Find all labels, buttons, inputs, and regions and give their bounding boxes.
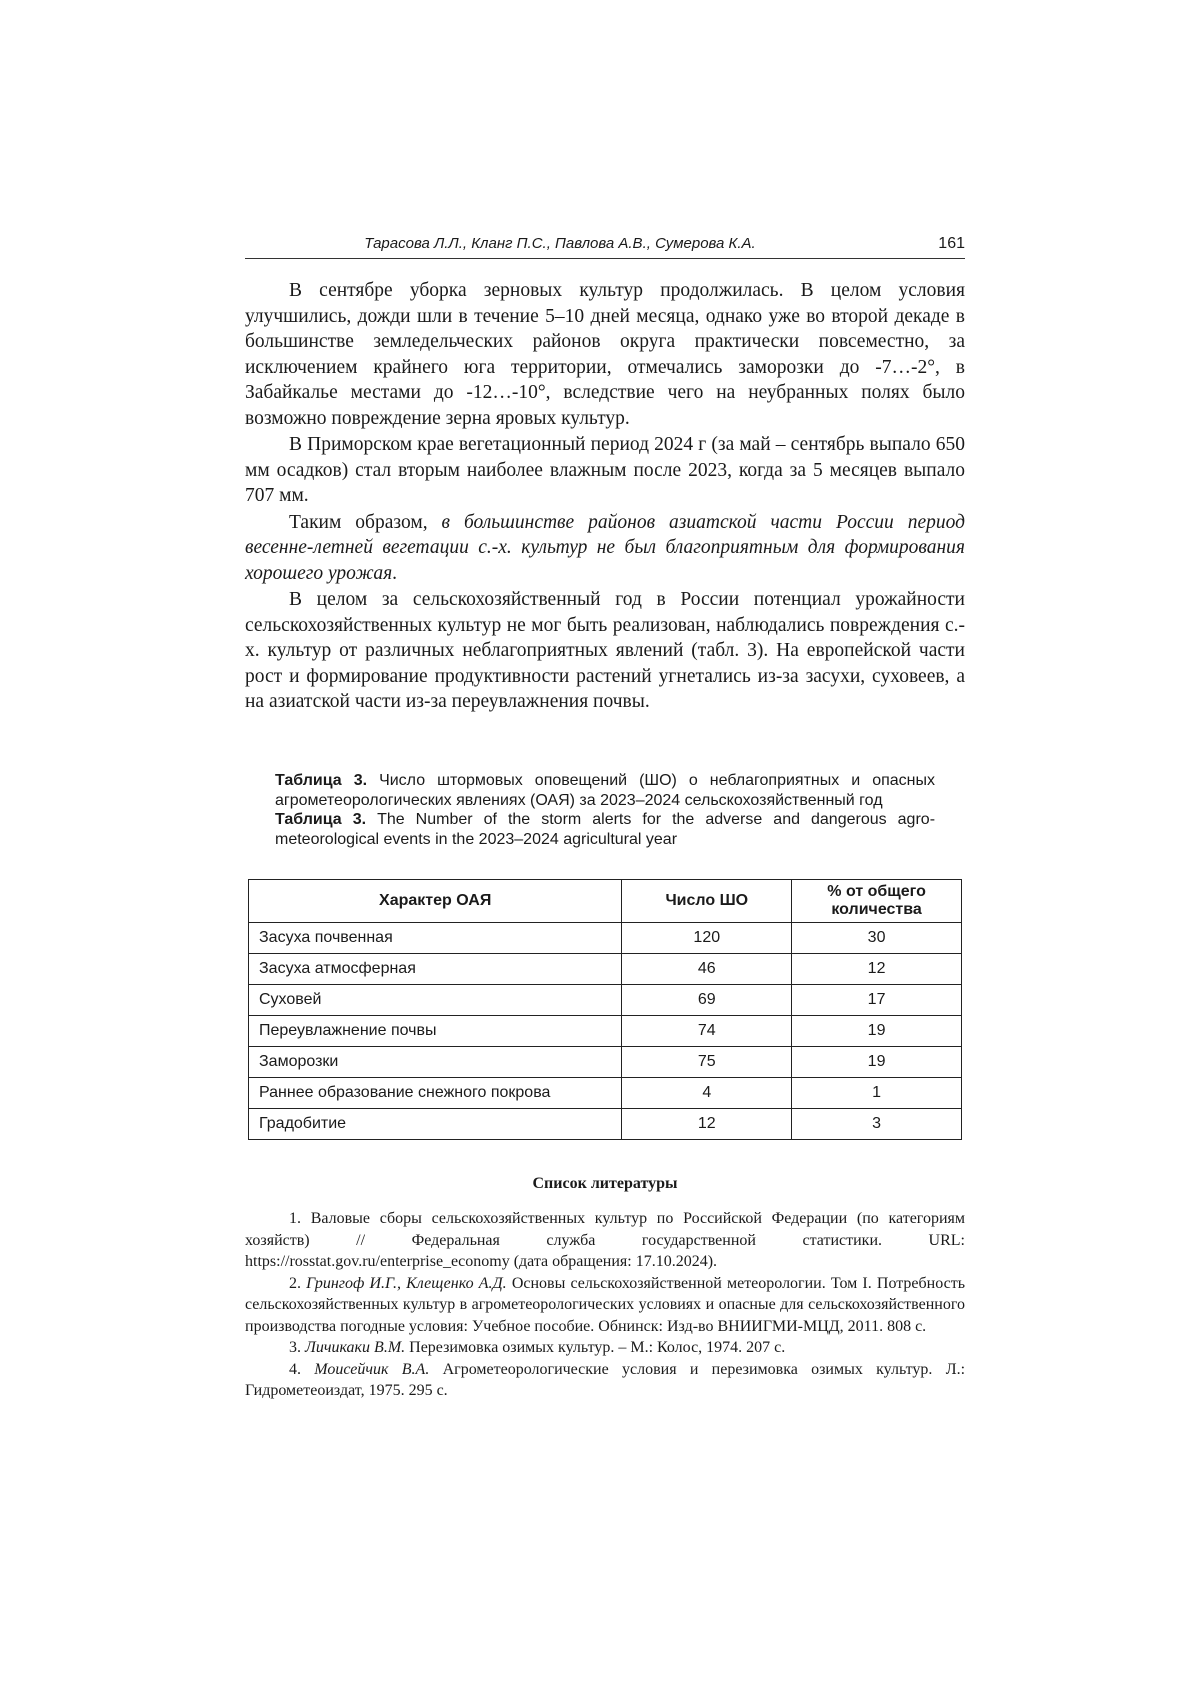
paragraph-3-emphasis: в большинстве районов азиатской части России период весенне-летней вегетации с.-х. культур не был благоприятным для формирования хорошего урожая: [245, 511, 965, 584]
cell-event: Суховей: [249, 985, 622, 1016]
table-header-row: [249, 880, 962, 923]
table-row: [249, 1016, 962, 1047]
column-header-percent: % от общего количества: [792, 880, 962, 923]
cell-percent: 12: [792, 954, 962, 985]
table-caption: [275, 771, 935, 849]
cell-count: 120: [622, 923, 792, 954]
table-row: [249, 1109, 962, 1140]
cell-count: 4: [622, 1078, 792, 1109]
reference-item: 1. Валовые сборы сельскохозяйственных культур по Российской Федерации (по категориям хозяйств) // Федеральная служба государственной статистики. URL: https://rosstat.gov.ru/enterprise_economy (дата обращения: 17.10.2024).: [245, 1210, 965, 1270]
cell-percent: 19: [792, 1047, 962, 1078]
cell-percent: 30: [792, 923, 962, 954]
column-header-count: Число ШО: [622, 880, 792, 923]
cell-event: Засуха почвенная: [249, 923, 622, 954]
paragraph-3-lead: Таким образом,: [289, 511, 442, 533]
reference-authors: Моисейчик В.А.: [314, 1360, 430, 1378]
references-title: Список литературы: [532, 1175, 678, 1192]
table-caption-ru-label: Таблица 3.: [275, 772, 368, 789]
paragraph-3: [245, 510, 965, 587]
table-caption-en-text: The Number of the storm alerts for the adverse and dangerous agrometeorological events in the 2023–2024 agricultural year: [275, 811, 936, 848]
reference-number: 2.: [289, 1274, 307, 1292]
page-number: 161: [938, 235, 965, 252]
table-caption-en-label: Таблица 3.: [275, 811, 367, 828]
reference-item: [245, 1273, 965, 1338]
cell-count: 46: [622, 954, 792, 985]
cell-percent: 3: [792, 1109, 962, 1140]
reference-number: 3.: [289, 1339, 305, 1356]
article-body: [245, 278, 965, 715]
cell-count: 69: [622, 985, 792, 1016]
reference-text: Агрометеорологические условия и перезимовка озимых культур. Л.: Гидрометеоиздат, 1975. 295 с.: [245, 1360, 966, 1399]
table-caption-ru: [275, 771, 935, 810]
table-row: [249, 923, 962, 954]
cell-percent: 17: [792, 985, 962, 1016]
reference-authors: Грингоф И.Г., Клещенко А.Д.: [306, 1274, 507, 1292]
cell-event: Раннее образование снежного покрова: [249, 1078, 622, 1109]
cell-percent: 1: [792, 1078, 962, 1109]
paragraph-4: В целом за сельскохозяйственный год в России потенциал урожайности сельскохозяйственных культур не мог быть реализован, наблюдались повреждения с.-х. культур от различных неблагоприятных явлений (табл. 3). На европейской части рост и формирование продуктивности растений угнетались из-за засухи, суховеев, а на азиатской части из-за переувлажнения почвы.: [245, 589, 965, 712]
cell-event: Градобитие: [249, 1109, 622, 1140]
reference-text: Основы сельскохозяйственной метеорологии. Том I. Потребность сельскохозяйственных культур в агрометеорологических условиях и опасные для сельскохозяйственного производства погодные условия: Учебное пособие. Обнинск: Изд-во ВНИИГМИ-МЦД, 2011. 808 с.: [245, 1274, 966, 1335]
table-caption-en: [275, 810, 935, 849]
paragraph-2: В Приморском крае вегетационный период 2024 г (за май – сентябрь выпало 650 мм осадков) стал вторым наиболее влажным после 2023, когда за 5 месяцев выпало 707 мм.: [245, 434, 965, 506]
table-row: [249, 1078, 962, 1109]
cell-count: 74: [622, 1016, 792, 1047]
cell-count: 75: [622, 1047, 792, 1078]
column-header-event: Характер ОАЯ: [249, 880, 622, 923]
cell-event: Заморозки: [249, 1047, 622, 1078]
reference-item: [245, 1359, 965, 1402]
paragraph-1: В сентябре уборка зерновых культур продолжилась. В целом условия улучшились, дожди шли в течение 5–10 дней месяца, однако уже во второй декаде в большинстве земледельческих районов округа практически повсеместно, за исключением крайнего юга территории, отмечались заморозки до -7…-2°, в Забайкалье местами до -12…-10°, вследствие чего на неубранных полях было возможно повреждение зерна яровых культур.: [245, 280, 965, 429]
cell-percent: 19: [792, 1016, 962, 1047]
paragraph-3-end: .: [392, 562, 398, 584]
table-row: [249, 954, 962, 985]
cell-event: Засуха атмосферная: [249, 954, 622, 985]
running-header: [245, 232, 965, 259]
reference-text: Перезимовка озимых культур. – М.: Колос, 1974. 207 с.: [405, 1339, 786, 1356]
reference-authors: Личикаки В.М.: [305, 1339, 406, 1356]
cell-count: 12: [622, 1109, 792, 1140]
alerts-table: [248, 879, 962, 1140]
header-authors: Тарасова Л.Л., Кланг П.С., Павлова А.В., Сумерова К.А.: [364, 235, 756, 252]
reference-item: [245, 1337, 965, 1359]
references-list: [245, 1208, 965, 1402]
cell-event: Переувлажнение почвы: [249, 1016, 622, 1047]
reference-number: 4.: [289, 1360, 315, 1378]
table-row: [249, 1047, 962, 1078]
table-caption-ru-text: Число штормовых оповещений (ШО) о неблагоприятных и опасных агрометеорологических явлениях (ОАЯ) за 2023–2024 сельскохозяйственный год: [275, 772, 936, 809]
table-row: [249, 985, 962, 1016]
